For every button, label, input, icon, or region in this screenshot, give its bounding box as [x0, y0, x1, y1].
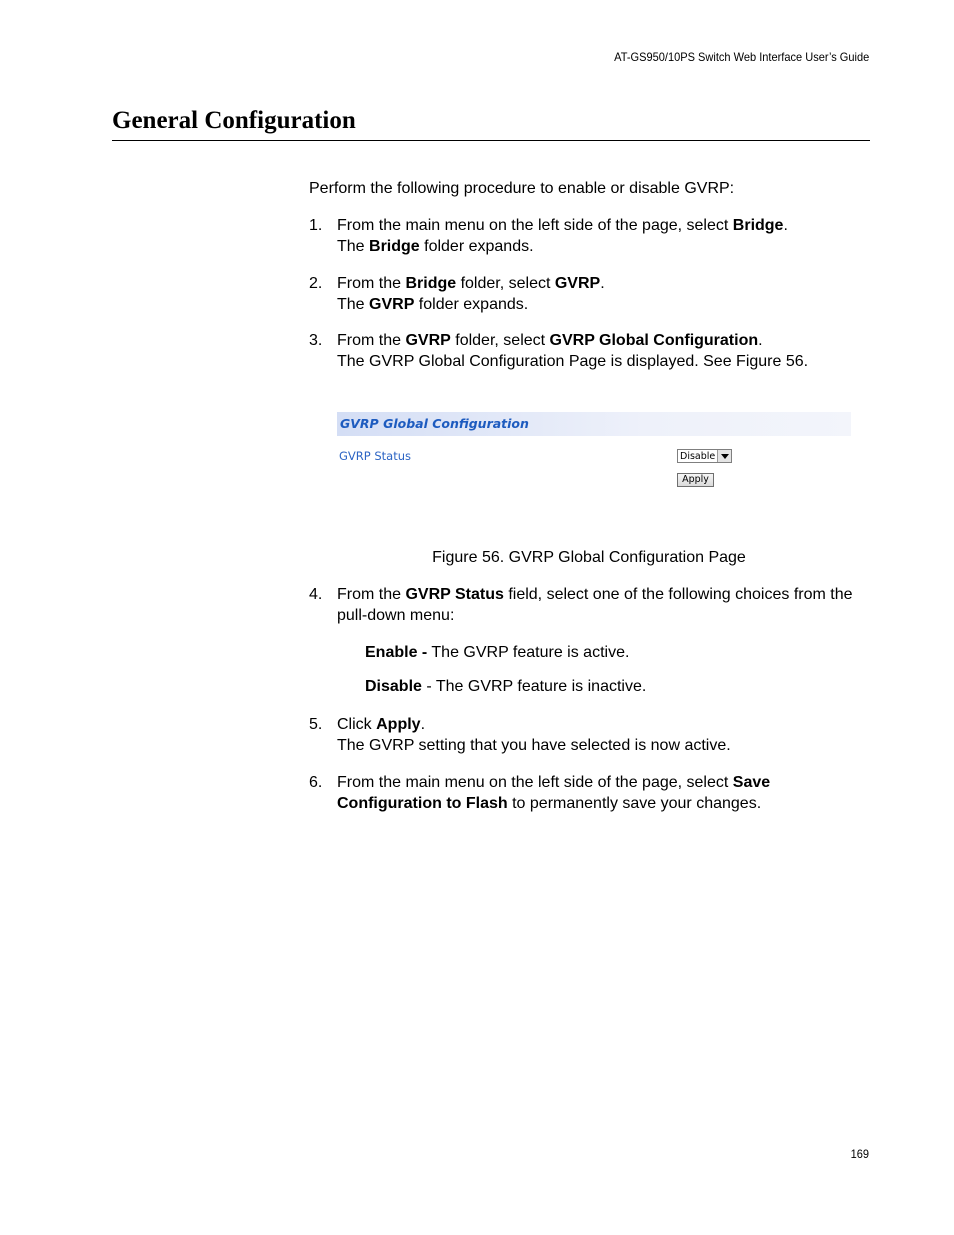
title-rule: [112, 140, 870, 141]
choice-enable: Enable - The GVRP feature is active.: [365, 644, 630, 661]
chevron-down-icon[interactable]: [717, 450, 731, 462]
step-instruction: From the GVRP folder, select GVRP Global Configuration.: [337, 332, 763, 349]
step-instruction: From the Bridge folder, select GVRP.: [337, 275, 605, 292]
gvrp-config-panel: [337, 412, 851, 502]
step-5: [309, 715, 869, 756]
gvrp-status-select[interactable]: [677, 449, 732, 463]
step-2: [309, 274, 869, 315]
gvrp-status-label: GVRP Status: [339, 449, 412, 463]
step-number: 6.: [309, 774, 323, 791]
select-value: Disable: [680, 451, 716, 462]
step-1: [309, 216, 869, 257]
figure-caption: Figure 56. GVRP Global Configuration Page: [432, 549, 746, 566]
step-number: 4.: [309, 586, 323, 603]
step-4: [309, 585, 869, 626]
intro-paragraph: Perform the following procedure to enable or disable GVRP:: [309, 180, 735, 197]
section-title: General Configuration: [112, 107, 356, 134]
step-instruction: From the main menu on the left side of the page, select Bridge.: [337, 217, 788, 234]
apply-button[interactable]: Apply: [677, 473, 714, 487]
step-3: [309, 331, 869, 372]
page-number: 169: [850, 1147, 869, 1161]
choice-disable: Disable - The GVRP feature is inactive.: [365, 678, 647, 695]
step-result: The Bridge folder expands.: [337, 237, 534, 255]
step-6: [309, 773, 869, 814]
step-number: 5.: [309, 716, 323, 733]
running-header: AT-GS950/10PS Switch Web Interface User’s Guide: [613, 50, 869, 64]
step-result: The GVRP setting that you have selected is now active.: [337, 736, 731, 754]
step-instruction: From the GVRP Status field, select one of the following choices from the pull-down menu:: [337, 586, 853, 624]
panel-header: [337, 412, 851, 436]
panel-title: GVRP Global Configuration: [340, 416, 529, 431]
step-number: 2.: [309, 275, 323, 292]
step-result: The GVRP folder expands.: [337, 295, 529, 313]
step-instruction: From the main menu on the left side of the page, select Save Configuration to Flash to permanently save your changes.: [337, 774, 771, 812]
step-instruction: Click Apply.: [337, 716, 426, 733]
step-number: 1.: [309, 217, 323, 234]
step-result: The GVRP Global Configuration Page is displayed. See Figure 56.: [337, 352, 809, 370]
step-number: 3.: [309, 332, 323, 349]
